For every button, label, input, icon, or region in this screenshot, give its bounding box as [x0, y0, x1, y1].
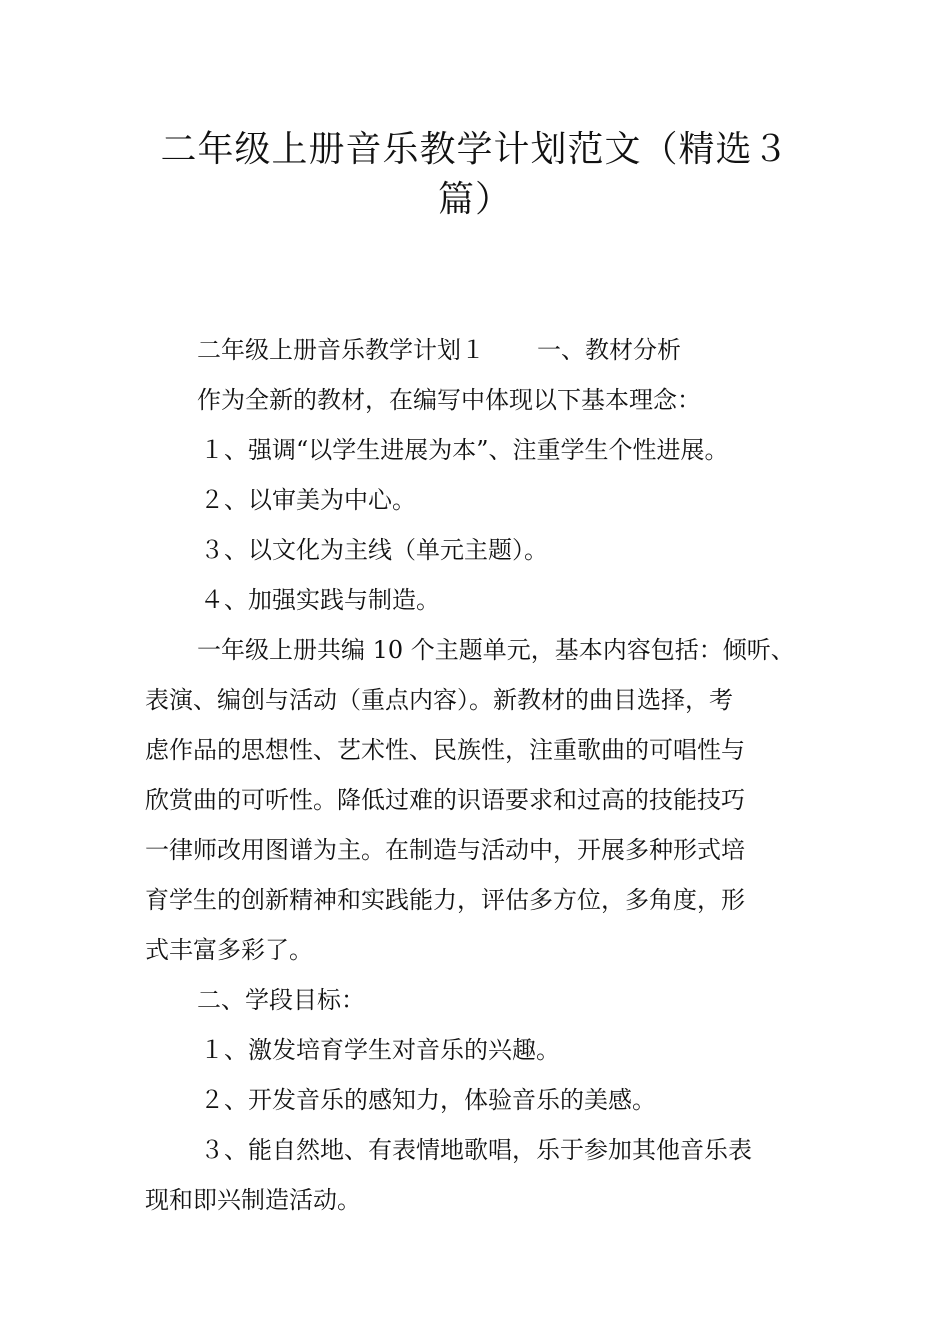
document-title-line-1: 二年级上册音乐教学计划范文（精选３ — [160, 129, 790, 170]
paragraph-2-line-5: 一律师改用图谱为主。在制造与活动中，开展多种形式培 — [145, 836, 745, 864]
paragraph-2-line-4: 欣赏曲的可听性。降低过难的识语要求和过高的技能技巧 — [145, 786, 745, 814]
goal-item-2: ２、开发音乐的感知力，体验音乐的美感。 — [200, 1086, 656, 1114]
principle-item-1: １、强调“以学生进展为本”、注重学生个性进展。 — [200, 436, 729, 464]
principle-item-4: ４、加强实践与制造。 — [200, 586, 440, 614]
section-2-heading: 二、学段目标： — [197, 986, 365, 1014]
paragraph-2-line-6: 育学生的创新精神和实践能力，评估多方位，多角度，形 — [145, 886, 745, 914]
goal-item-3-line-1: ３、能自然地、有表情地歌唱，乐于参加其他音乐表 — [200, 1136, 752, 1164]
principle-item-3: ３、以文化为主线（单元主题）。 — [200, 536, 548, 564]
goal-item-1: １、激发培育学生对音乐的兴趣。 — [200, 1036, 560, 1064]
paragraph-2-line-1: 一年级上册共编 10 个主题单元，基本内容包括：倾听、 — [197, 636, 795, 664]
paragraph-2-line-7: 式丰富多彩了。 — [145, 936, 313, 964]
plan-heading-row — [197, 332, 681, 368]
plan-heading: 二年级上册音乐教学计划１ — [197, 336, 485, 364]
section-1-heading: 一、教材分析 — [537, 336, 681, 364]
intro-paragraph: 作为全新的教材，在编写中体现以下基本理念： — [197, 386, 701, 414]
paragraph-2-line-2: 表演、编创与活动（重点内容）。新教材的曲目选择，考 — [145, 686, 733, 714]
goal-item-3-line-2: 现和即兴制造活动。 — [145, 1186, 361, 1214]
document-title-line-2: 篇） — [437, 179, 512, 220]
paragraph-2-line-3: 虑作品的思想性、艺术性、民族性，注重歌曲的可唱性与 — [145, 736, 745, 764]
principle-item-2: ２、以审美为中心。 — [200, 486, 416, 514]
